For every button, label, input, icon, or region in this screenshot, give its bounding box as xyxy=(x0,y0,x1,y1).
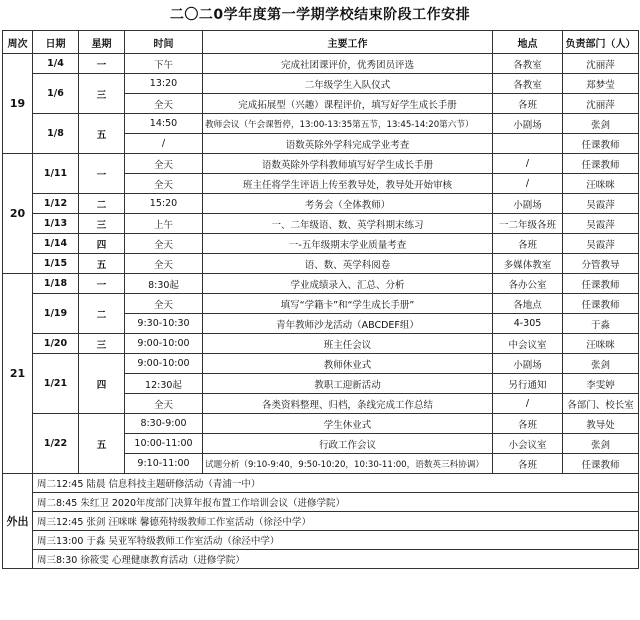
place-cell: / xyxy=(493,154,563,174)
dept-cell: 汪咪咪 xyxy=(563,334,639,354)
table-row xyxy=(3,414,639,434)
work-cell: 完成拓展型（兴趣）课程评价，填写好学生成长手册 xyxy=(203,94,493,114)
date-cell: 1/8 xyxy=(33,114,79,154)
place-cell: 多媒体教室 xyxy=(493,254,563,274)
week-cell: 19 xyxy=(3,54,33,154)
work-cell: 试题分析（9:10-9:40，9:50-10:20，10:30-11:00，语数英三科协调） xyxy=(203,454,493,474)
dept-cell: 分管教导 xyxy=(563,254,639,274)
dept-cell: 任课教师 xyxy=(563,134,639,154)
header-work: 主要工作 xyxy=(203,31,493,54)
weekday-cell: 五 xyxy=(79,414,125,474)
date-cell: 1/13 xyxy=(33,214,79,234)
date-cell: 1/4 xyxy=(33,54,79,74)
outside-row xyxy=(3,493,639,512)
work-cell: 一-五年级期末学业质量考查 xyxy=(203,234,493,254)
work-cell: 教职工迎新活动 xyxy=(203,374,493,394)
table-row xyxy=(3,234,639,254)
work-cell: 青年教师沙龙活动（ABCDEF组） xyxy=(203,314,493,334)
time-cell: 14:50 xyxy=(125,114,203,134)
time-cell: 上午 xyxy=(125,214,203,234)
dept-cell: 张剑 xyxy=(563,114,639,134)
date-cell: 1/19 xyxy=(33,294,79,334)
outside-row xyxy=(3,550,639,569)
place-cell: 另行通知 xyxy=(493,374,563,394)
weekday-cell: 一 xyxy=(79,154,125,194)
weekday-cell: 三 xyxy=(79,74,125,114)
place-cell: 一二年级各班 xyxy=(493,214,563,234)
date-cell: 1/11 xyxy=(33,154,79,194)
time-cell: 8:30起 xyxy=(125,274,203,294)
time-cell: 9:30-10:30 xyxy=(125,314,203,334)
header-weekday: 星期 xyxy=(79,31,125,54)
time-cell: 下午 xyxy=(125,54,203,74)
work-cell: 语数英除外学科教师填写好学生成长手册 xyxy=(203,154,493,174)
dept-cell: 任课教师 xyxy=(563,274,639,294)
time-cell: 9:00-10:00 xyxy=(125,334,203,354)
weekday-cell: 五 xyxy=(79,254,125,274)
work-cell: 二年级学生入队仪式 xyxy=(203,74,493,94)
time-cell: 9:10-11:00 xyxy=(125,454,203,474)
header-week: 周次 xyxy=(3,31,33,54)
date-cell: 1/22 xyxy=(33,414,79,474)
dept-cell: 汪咪咪 xyxy=(563,174,639,194)
time-cell: 全天 xyxy=(125,254,203,274)
dept-cell: 吴霞萍 xyxy=(563,194,639,214)
place-cell xyxy=(493,134,563,154)
table-row xyxy=(3,254,639,274)
work-cell: 教师休业式 xyxy=(203,354,493,374)
work-cell: 各类资料整理、归档，条线完成工作总结 xyxy=(203,394,493,414)
date-cell: 1/18 xyxy=(33,274,79,294)
dept-cell: 沈丽萍 xyxy=(563,94,639,114)
table-row xyxy=(3,334,639,354)
work-cell: 班主任会议 xyxy=(203,334,493,354)
dept-cell: 任课教师 xyxy=(563,294,639,314)
table-row xyxy=(3,214,639,234)
date-cell: 1/15 xyxy=(33,254,79,274)
time-cell: 全天 xyxy=(125,394,203,414)
outside-item: 周三8:30 徐筱雯 心理健康教育活动（进修学院） xyxy=(33,550,639,569)
work-cell: 考务会（全体教师） xyxy=(203,194,493,214)
dept-cell: 张剑 xyxy=(563,434,639,454)
place-cell: 各地点 xyxy=(493,294,563,314)
time-cell: / xyxy=(125,134,203,154)
date-cell: 1/6 xyxy=(33,74,79,114)
place-cell: 各班 xyxy=(493,234,563,254)
outside-item: 周二12:45 陆晨 信息科技主题研修活动（青浦一中） xyxy=(33,474,639,493)
header-place: 地点 xyxy=(493,31,563,54)
work-cell: 完成社团课评价，优秀团员评选 xyxy=(203,54,493,74)
schedule-table xyxy=(2,30,639,569)
outside-item: 周三13:00 于淼 吴亚军特级教师工作室活动（徐泾中学） xyxy=(33,531,639,550)
table-row xyxy=(3,194,639,214)
place-cell: 小剧场 xyxy=(493,354,563,374)
time-cell: 12:30起 xyxy=(125,374,203,394)
dept-cell: 吴霞萍 xyxy=(563,234,639,254)
outside-row xyxy=(3,474,639,493)
work-cell: 教师会议（午会课暂停，13:00-13:35第五节，13:45-14:20第六节） xyxy=(203,114,493,134)
place-cell: 4-305 xyxy=(493,314,563,334)
date-cell: 1/14 xyxy=(33,234,79,254)
place-cell: 小会议室 xyxy=(493,434,563,454)
table-row xyxy=(3,74,639,94)
header-date: 日期 xyxy=(33,31,79,54)
weekday-cell: 一 xyxy=(79,54,125,74)
weekday-cell: 二 xyxy=(79,194,125,214)
date-cell: 1/12 xyxy=(33,194,79,214)
outside-label: 外出 xyxy=(3,474,33,569)
table-row xyxy=(3,54,639,74)
work-cell: 班主任将学生评语上传至教导处，教导处开始审核 xyxy=(203,174,493,194)
work-cell: 学业成绩录入、汇总、分析 xyxy=(203,274,493,294)
place-cell: 各班 xyxy=(493,414,563,434)
time-cell: 10:00-11:00 xyxy=(125,434,203,454)
dept-cell: 各部门、校长室 xyxy=(563,394,639,414)
time-cell: 全天 xyxy=(125,234,203,254)
time-cell: 全天 xyxy=(125,174,203,194)
time-cell: 15:20 xyxy=(125,194,203,214)
work-cell: 行政工作会议 xyxy=(203,434,493,454)
table-row xyxy=(3,114,639,134)
work-cell: 语数英除外学科完成学业考查 xyxy=(203,134,493,154)
date-cell: 1/21 xyxy=(33,354,79,414)
outside-row xyxy=(3,512,639,531)
outside-row xyxy=(3,531,639,550)
weekday-cell: 四 xyxy=(79,234,125,254)
week-cell: 21 xyxy=(3,274,33,474)
dept-cell: 任课教师 xyxy=(563,154,639,174)
weekday-cell: 一 xyxy=(79,274,125,294)
time-cell: 全天 xyxy=(125,294,203,314)
dept-cell: 于淼 xyxy=(563,314,639,334)
dept-cell: 任课教师 xyxy=(563,454,639,474)
place-cell: 各班 xyxy=(493,454,563,474)
weekday-cell: 二 xyxy=(79,294,125,334)
header-dept: 负责部门（人） xyxy=(563,31,639,54)
date-cell: 1/20 xyxy=(33,334,79,354)
header-time: 时间 xyxy=(125,31,203,54)
place-cell: 小剧场 xyxy=(493,194,563,214)
weekday-cell: 四 xyxy=(79,354,125,414)
work-cell: 学生休业式 xyxy=(203,414,493,434)
page-title: 二〇二0学年度第一学期学校结束阶段工作安排 xyxy=(169,7,471,23)
table-row xyxy=(3,274,639,294)
place-cell: 各班 xyxy=(493,94,563,114)
dept-cell: 李雯婷 xyxy=(563,374,639,394)
time-cell: 13:20 xyxy=(125,74,203,94)
weekday-cell: 三 xyxy=(79,334,125,354)
outside-item: 周三12:45 张剑 汪咪咪 馨德苑特级教师工作室活动（徐泾中学） xyxy=(33,512,639,531)
place-cell: / xyxy=(493,174,563,194)
place-cell: 各教室 xyxy=(493,74,563,94)
outside-item: 周二8:45 朱红卫 2020年度部门决算年报布置工作培训会议（进修学院） xyxy=(33,493,639,512)
header-row xyxy=(3,31,639,54)
table-row xyxy=(3,354,639,374)
place-cell: 中会议室 xyxy=(493,334,563,354)
dept-cell: 吴霞萍 xyxy=(563,214,639,234)
place-cell: 小剧场 xyxy=(493,114,563,134)
place-cell: 各教室 xyxy=(493,54,563,74)
time-cell: 全天 xyxy=(125,154,203,174)
time-cell: 9:00-10:00 xyxy=(125,354,203,374)
dept-cell: 张剑 xyxy=(563,354,639,374)
work-cell: 语、数、英学科阅卷 xyxy=(203,254,493,274)
time-cell: 8:30-9:00 xyxy=(125,414,203,434)
work-cell: 填写“学籍卡”和“学生成长手册” xyxy=(203,294,493,314)
work-cell: 一、二年级语、数、英学科期末练习 xyxy=(203,214,493,234)
table-row xyxy=(3,154,639,174)
place-cell: 各办公室 xyxy=(493,274,563,294)
weekday-cell: 三 xyxy=(79,214,125,234)
dept-cell: 郑梦莹 xyxy=(563,74,639,94)
dept-cell: 沈丽萍 xyxy=(563,54,639,74)
week-cell: 20 xyxy=(3,154,33,274)
dept-cell: 教导处 xyxy=(563,414,639,434)
table-row xyxy=(3,294,639,314)
weekday-cell: 五 xyxy=(79,114,125,154)
place-cell: / xyxy=(493,394,563,414)
time-cell: 全天 xyxy=(125,94,203,114)
